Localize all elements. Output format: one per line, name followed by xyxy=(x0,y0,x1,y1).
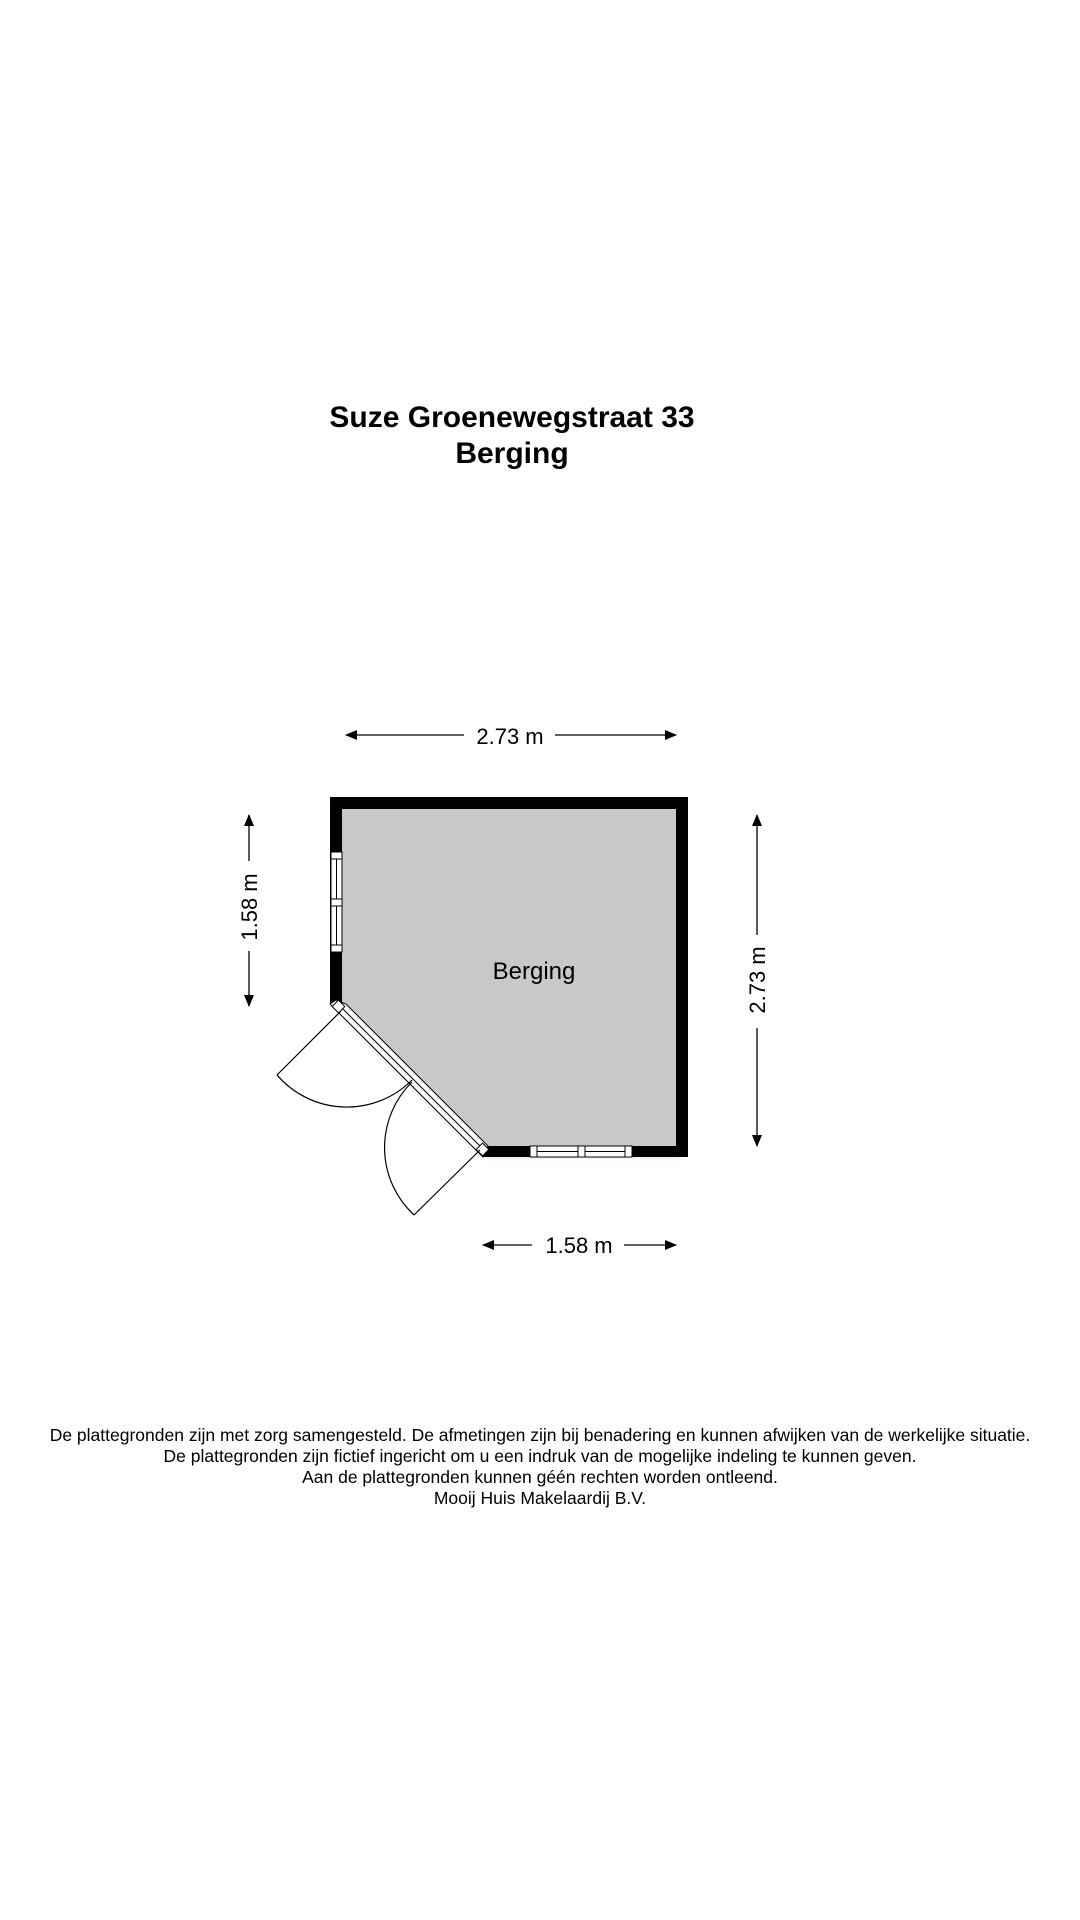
dimension-bottom xyxy=(483,1233,676,1258)
disclaimer-line: Aan de plattegronden kunnen géén rechten worden ontleend. xyxy=(302,1467,778,1487)
disclaimer-line: De plattegronden zijn met zorg samengesteld. De afmetingen zijn bij benadering en kunnen afwijken van de werkelijke situatie. xyxy=(49,1425,1031,1445)
dimension-top-label: 2.73 m xyxy=(476,724,544,749)
dimension-left-label: 1.58 m xyxy=(237,873,262,941)
room-label: Berging xyxy=(492,958,576,985)
disclaimer-line: De plattegronden zijn fictief ingericht om u een indruk van de mogelijke indeling te kunnen geven. xyxy=(163,1446,917,1466)
bottom-window xyxy=(530,1146,632,1157)
dimension-bottom-label: 1.58 m xyxy=(545,1233,613,1258)
address-title: Suze Groenewegstraat 33 xyxy=(329,401,695,434)
dimension-left xyxy=(237,815,262,1006)
dimension-right xyxy=(745,815,770,1146)
floor-title: Berging xyxy=(455,437,569,470)
disclaimer xyxy=(0,1425,1080,1509)
dimension-right-label: 2.73 m xyxy=(745,946,770,1014)
left-window xyxy=(331,852,342,952)
disclaimer-line: Mooij Huis Makelaardij B.V. xyxy=(433,1488,647,1508)
dimension-top xyxy=(346,724,676,749)
